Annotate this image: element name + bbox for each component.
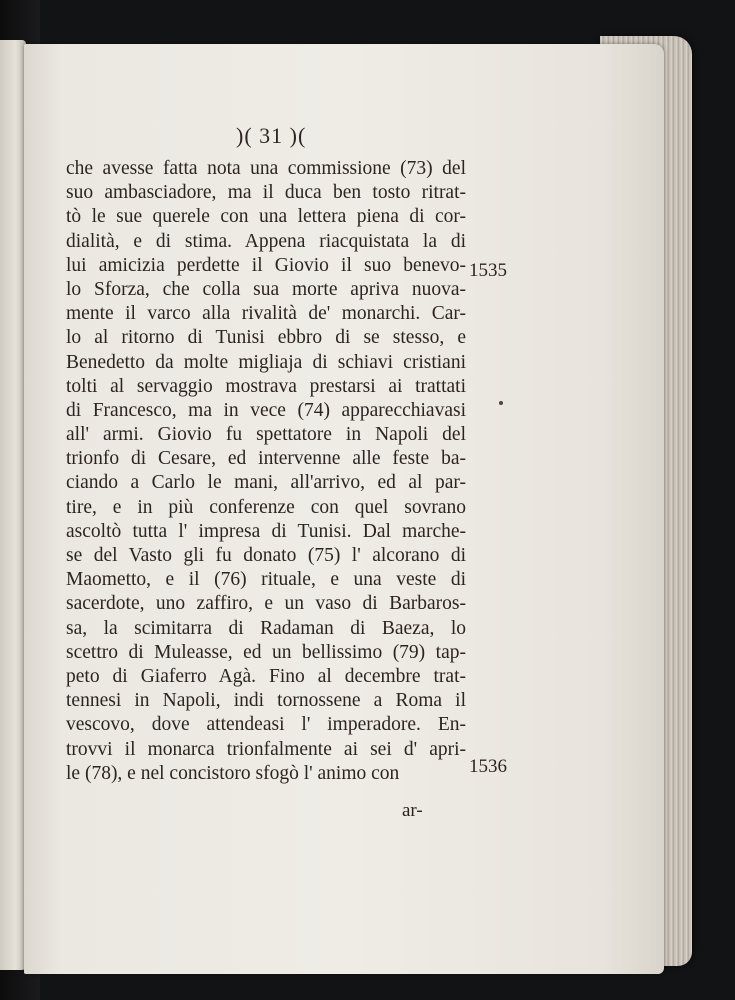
text-line: sacerdote, uno zaffiro, e un vaso di Barbaros- — [66, 593, 466, 615]
text-line: lo Sforza, che colla sua morte apriva nuova- — [66, 278, 466, 300]
text-line: se del Vasto gli fu donato (75) l' alcorano di — [66, 545, 466, 566]
text-line: Benedetto da molte migliaja di schiavi cristiani — [66, 351, 466, 373]
body-text — [66, 157, 466, 786]
text-line: ascoltò tutta l' impresa di Tunisi. Dal marche- — [66, 520, 466, 542]
text-line: tolti al servaggio mostrava prestarsi ai trattati — [66, 375, 466, 397]
text-line: dialità, e di stima. Appena riacquistata la di — [66, 230, 466, 252]
text-line: lui amicizia perdette il Giovio il suo benevo- — [66, 254, 466, 276]
text-line: Maometto, e il (76) rituale, e una veste di — [66, 569, 466, 591]
facing-page-edge — [0, 40, 26, 970]
text-line: tò le sue querele con una lettera piena di cor- — [66, 206, 466, 228]
text-line: all' armi. Giovio fu spettatore in Napoli del — [66, 424, 466, 446]
text-line: mente il varco alla rivalità de' monarchi. Car- — [66, 303, 466, 325]
text-line: vescovo, dove attendeasi l' imperadore. En- — [66, 714, 466, 736]
text-line: le (78), e nel concistoro sfogò l' animo con — [66, 762, 400, 784]
text-line: tennesi in Napoli, indi tornossene a Roma il — [66, 690, 466, 712]
margin-year-note: 1536 — [469, 756, 507, 777]
text-line: trovvi il monarca trionfalmente ai sei d' apri- — [66, 738, 466, 760]
catchword: ar- — [402, 800, 423, 821]
text-line: tire, e in più conferenze con quel sovrano — [66, 496, 466, 518]
text-line: che avesse fatta nota una commissione (73) del — [66, 158, 466, 179]
text-line: lo al ritorno di Tunisi ebbro di se stesso, e — [66, 327, 466, 349]
text-line: scettro di Muleasse, ed un bellissimo (79) tap- — [66, 641, 466, 663]
page-number: )( 31 )( — [236, 123, 307, 148]
text-line: peto di Giaferro Agà. Fino al decembre trat- — [66, 665, 466, 687]
text-line: di Francesco, ma in vece (74) apparecchiavasi — [66, 399, 466, 421]
text-line: suo ambasciadore, ma il duca ben tosto ritrat- — [66, 182, 466, 204]
text-line: sa, la scimitarra di Radaman di Baeza, lo — [66, 617, 466, 639]
margin-year-note: 1535 — [469, 260, 507, 281]
text-line: trionfo di Cesare, ed intervenne alle feste ba- — [66, 448, 466, 470]
paper-speck — [499, 401, 503, 405]
text-line: ciando a Carlo le mani, all'arrivo, ed al par- — [66, 472, 466, 494]
